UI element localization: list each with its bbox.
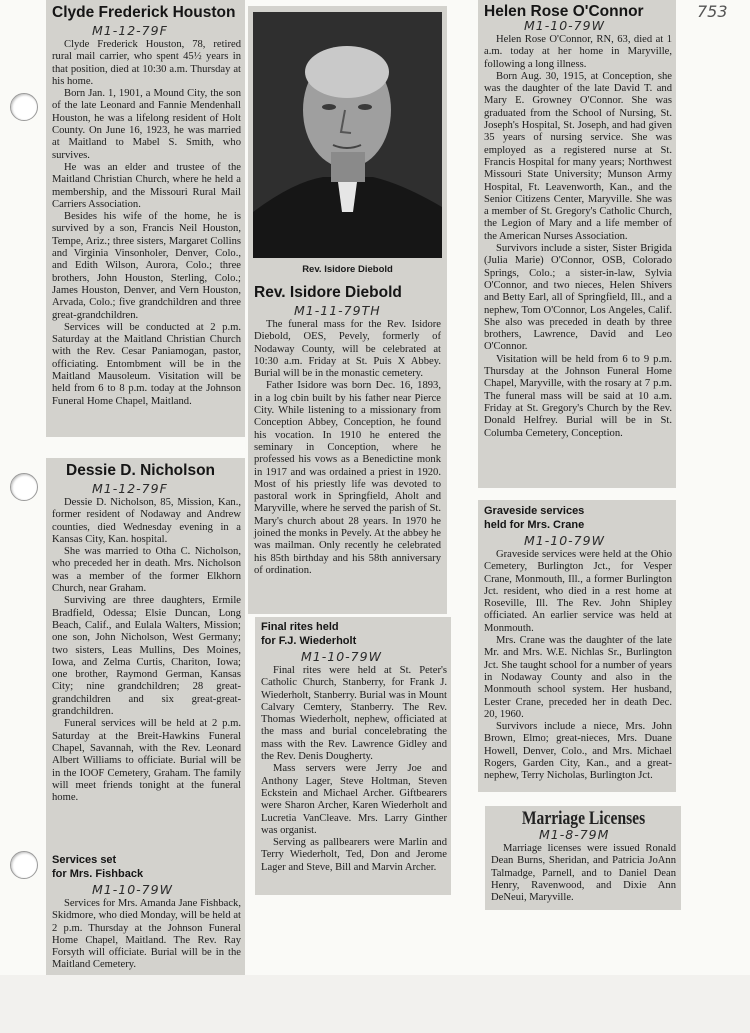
diebold-date-note: M1-11-79TH [294, 303, 381, 318]
punch-hole [10, 851, 38, 879]
paragraph: Final rites were held at St. Peter's Catholic Church, Stanberry, for Frank J. Wiederholt, Stanberry. Burial was in Mount Calvary Cemtery, Stanberry. The Rev. Thomas Wiederholt, nephew, officiated at the mass and burial concelebrating the mass with the Rev. Lawrence Gidley and the Rev. Denis Dougherty. [261, 665, 447, 763]
portrait-photo [253, 12, 442, 258]
paragraph: Surviving are three daughters, Ermile Bradfield, Odessa; Elsie Duncan, Long Beach, Calif., and Eulala Walters, Mission; one son, John Nicholson, West Germany; two sisters, Leas Mullins, Des Moines, Iowa, and Zelma Curtis, Chariton, Iowa; one brother, Raymond German, Kansas City; nine grandchildren; 28 great-grandchildren and six great-great-grandchildren. [52, 595, 241, 718]
marriage-licenses [485, 806, 681, 910]
marriage-date-note: M1-8-79M [539, 827, 610, 842]
diebold-obituary [248, 6, 447, 614]
paragraph: Clyde Frederick Houston, 78, retired rural mail carrier, who spent 45½ years in that position, died at 10:30 a.m. Thursday at his home. [52, 39, 241, 87]
paragraph: Dessie D. Nicholson, 85, Mission, Kan., former resident of Nodaway and Andrew counties, died Wednesday evening in a Kansas City, Kan. hospital. [52, 497, 241, 545]
crane-title-line2: held for Mrs. Crane [484, 519, 585, 531]
crane-date-note: M1-10-79W [524, 533, 605, 548]
punch-hole [10, 93, 38, 121]
wiederholt-title-line1: Final rites held [261, 621, 339, 633]
paragraph: He was an elder and trustee of the Maitland Christian Church, where he held a membership, and the Missouri Rural Mail Carriers Association. [52, 161, 241, 210]
crane-title-line1: Graveside services [484, 505, 585, 517]
paragraph: Visitation will be held from 6 to 9 p.m. Thursday at the Johnson Funeral Home Chapel, Maryville, with the rosary at 7 p.m. The funeral mass will be said at 10 a.m. Friday at St. Gregory's Church by the Rev. Donald Helfrey. Burial will be in St. Columba Cemetery, Conception. [484, 353, 672, 439]
paragraph: Father Isidore was born Dec. 16, 1893, in a log cbin built by his father near Pierce City. While listening to a missionary from Conception Abbey, Conception, he found his vocation. In 1910 he entered the seminary in Conception, where he professed his vows as a Benedictine monk in 1917 and was ordained a priest in 1920. Most of his priestly life was devoted to pastoral work in Springfield, Aholt and Maryville, where he served the parish of St. Mary's church about 28 years. In 1970 he joined the monks in Pevely. At the abbey he was mailman. Only recently he celebrated his 85th birthday and his 58th anniversary of ordination. [254, 380, 441, 576]
houston-obituary [46, 0, 245, 437]
paragraph: Services for Mrs. Amanda Jane Fishback, Skidmore, who died Monday, will be held at 2 p.m. Thursday at the Johnson Funeral Home Chapel, Maitland. The Rev. Ray Forsyth will officiate. Burial will be in the Maitland Cemetery. [52, 898, 241, 971]
oconnor-title: Helen Rose O'Connor [484, 3, 644, 20]
paragraph: Helen Rose O'Connor, RN, 63, died at 1 a.m. today at her home in Maryville, following a long illness. [484, 34, 672, 70]
paragraph: Besides his wife of the home, he is survived by a son, Francis Neil Houston, Tempe, Ariz.; three sisters, Margaret Collins and Virginia Vinsonholer, Denver, Colo., and Edith Wilson, Aurora, Colo.; three brothers, John Houston, Sterling, Colo.; James Houston, Denver, and Vern Houston, Arvada, Colo.; five grandchildren and three great-grandchildren. [52, 211, 241, 321]
nicholson-title: Dessie D. Nicholson [66, 462, 216, 479]
page-number: 753 [697, 2, 728, 21]
paragraph: Mass servers were Jerry Joe and Anthony Lager, Steve Holtman, Steven Eckstein and Michael Archer. Giftbearers were Sharon Archer, Karen Wiederholt and Lucretia VanCleave. Mrs. Larry Ginther was organist. [261, 763, 447, 836]
wiederholt-notice [255, 617, 451, 895]
paragraph: Survivors include a sister, Sister Brigida (Julia Marie) O'Connor, OSB, Colorado Springs, Colo.; a sister-in-law, Sylvia O'Connor, and two nieces, Helen Shivers and Betty Earl, all of Springfield, Ill., and a nephew, Tom O'Connor, Los Angeles, Calif. She also was preceded in death by three brothers, Lawrence, David and Leo O'Connor. [484, 243, 672, 353]
paragraph: Graveside services were held at the Ohio Cemetery, Burlington Jct., for Vesper Crane, Monmouth, Ill., a former Burlington Jct. resident, who died in a rest home at Roseville, Ill. The Rev. John Shipley officiated. An earlier service was held at Monmouth. [484, 549, 672, 634]
photo-caption: Rev. Isidore Diebold [302, 264, 393, 275]
paragraph: Funeral services will be held at 2 p.m. Saturday at the Breit-Hawkins Funeral Chapel, Savannah, with the Rev. Leonard Albert Williams to officiate. Burial will be in the IOOF Cemetery, Graham. The family will meet friends tonight at the funeral home. [52, 718, 241, 804]
fishback-date-note: M1-10-79W [92, 882, 173, 897]
paragraph: Marriage licenses were issued Ronald Dean Burns, Sheridan, and Patricia JoAnn Talmadge, Parnell, and to Daniel Dean Henry, Ravenwood, and Dixie Ann DeNeui, Maryville. [491, 843, 676, 904]
oconnor-date-note: M1-10-79W [524, 18, 605, 33]
punch-hole [10, 473, 38, 501]
wiederholt-title-line2: for F.J. Wiederholt [261, 635, 357, 647]
nicholson-obituary [46, 458, 245, 851]
paragraph: Survivors include a niece, Mrs. John Brown, Elmo; great-nieces, Mrs. Duane Howell, Denver, Colo., and Mrs. Michael Rogers, Garden City, Kan., and a great-nephew, Terry Nicholas, Burlington Jct. [484, 721, 672, 782]
fishback-title-line2: for Mrs. Fishback [52, 868, 144, 880]
crane-notice [478, 500, 676, 792]
fishback-notice [46, 851, 245, 975]
wiederholt-date-note: M1-10-79W [301, 649, 382, 664]
paragraph: The funeral mass for the Rev. Isidore Diebold, OES, Pevely, formerly of Nodaway County, will be celebrated at 10:30 a.m. Friday at St. Puis X Abbey. Burial will be in the monastic cemetery. [254, 319, 441, 380]
fishback-title-line1: Services set [52, 854, 117, 866]
diebold-title: Rev. Isidore Diebold [254, 284, 402, 301]
houston-title: Clyde Frederick Houston [52, 4, 236, 21]
paragraph: Born Jan. 1, 1901, a Mound City, the son of the late Leonard and Fannie Mendenhall Houston, he was a lifelong resident of Holt County. On June 16, 1923, he was married at Maitland to Mabel S. Smith, who survives. [52, 88, 241, 161]
paragraph: Mrs. Crane was the daughter of the late Mr. and Mrs. W.E. Nichlas Sr., Burlington Jct. She taught school for a number of years in Nodaway County and also in the Monmouth school system. Her husband, Lester Crane, preceded her in death Dec. 20, 1960. [484, 635, 672, 720]
nicholson-date-note: M1-12-79F [92, 481, 168, 496]
paragraph: Services will be conducted at 2 p.m. Saturday at the Maitland Christian Church with the Rev. Cesar Paniamogan, pastor, officiating. Entombment will be in the Maitland Mausoleum. Visitation will be held from 6 to 8 p.m. today at the Johnson Funeral Home Chapel, Maitland. [52, 321, 241, 407]
paragraph: She was married to Otha C. Nicholson, who preceded her in death. Mrs. Nicholson was a member of the former Elkhorn Church, near Graham. [52, 546, 241, 595]
houston-date-note: M1-12-79F [92, 23, 168, 38]
marriage-title: Marriage Licenses [521, 808, 646, 829]
paragraph: Serving as pallbearers were Marlin and Terry Wiederholt, Ted, Don and Jerome Lager and Steve, Bill and Marvin Archer. [261, 837, 447, 873]
paragraph: Born Aug. 30, 1915, at Conception, she was the daughter of the late David T. and Mary E. Growney O'Connor. She was graduated from the School of Nursing, St. Joseph's Hospital, St. Joseph, and had given 35 years of nursing service. She was employed as a registered nurse at St. Francis Hospital for many years; Northwest Missouri State University; Munson Army Hospital, Ft. Leavenworth, Kan., and the Senior Citizens Center, Maryville. She was a member of St. Gregory's Catholic Church, the Legion of Mary and a life member of the American Nurses Association. [484, 70, 672, 242]
priest-portrait-image [253, 12, 442, 258]
oconnor-obituary [478, 0, 676, 488]
